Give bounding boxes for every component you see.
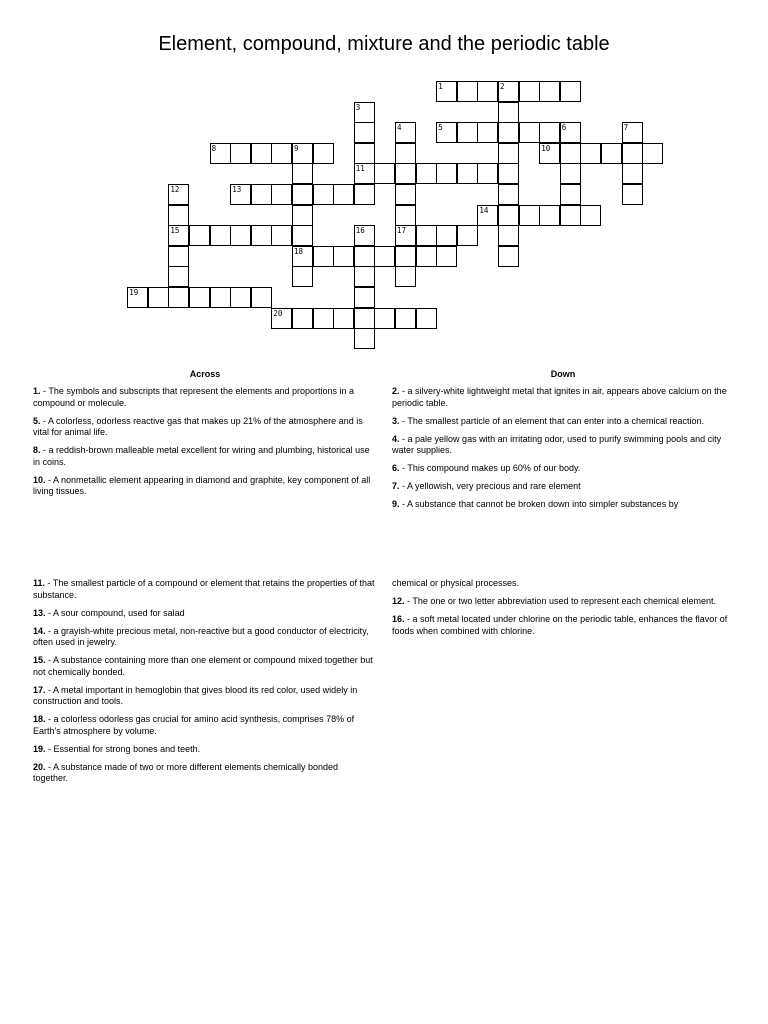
clue-across-17: 17. - A metal important in hemoglobin that gives blood its red color, used widely in construction and tools. — [33, 684, 358, 706]
clue-down-4: 4. - a pale yellow gas with an irritating odor, used to purify swimming pools and city water supplies. — [392, 433, 722, 455]
grid-cell[interactable] — [519, 81, 540, 102]
grid-cell[interactable] — [313, 143, 334, 164]
grid-cell[interactable] — [601, 143, 622, 164]
grid-cell[interactable] — [539, 143, 560, 164]
grid-cell[interactable] — [251, 287, 272, 308]
grid-cell[interactable] — [271, 308, 292, 329]
clue-number: 9 — [294, 143, 299, 153]
clue-number: 10 — [541, 143, 551, 153]
clue-across-15: 15. - A substance containing more than one element or compound mixed together but not chemically bonded. — [33, 655, 373, 677]
grid-cell[interactable] — [230, 225, 251, 246]
across-clues-top — [33, 386, 375, 504]
grid-cell[interactable] — [292, 143, 313, 164]
grid-cell[interactable] — [127, 287, 148, 308]
grid-cell[interactable] — [580, 205, 601, 226]
grid-cell[interactable] — [622, 184, 643, 205]
grid-cell[interactable] — [292, 308, 313, 329]
clue-number: 8 — [211, 143, 217, 153]
crossword-grid — [0, 0, 768, 360]
grid-cell[interactable] — [168, 184, 189, 205]
grid-cell[interactable] — [539, 81, 560, 102]
grid-cell[interactable] — [354, 266, 375, 287]
grid-cell[interactable] — [498, 81, 519, 102]
grid-cell[interactable] — [560, 81, 581, 102]
grid-cell[interactable] — [374, 163, 395, 184]
grid-cell[interactable] — [622, 163, 643, 184]
clue-down-7: 7. - A yellowish, very precious and rare element — [392, 481, 581, 491]
grid-cell[interactable] — [210, 143, 231, 164]
clue-number: 14 — [479, 205, 489, 215]
clue-across-14: 14. - a grayish-white precious metal, non-reactive but a good conductor of electricity, often used in jewelry. — [33, 625, 369, 647]
grid-cell[interactable] — [519, 122, 540, 143]
grid-cell[interactable] — [354, 246, 375, 267]
grid-cell[interactable] — [230, 143, 251, 164]
grid-cell[interactable] — [354, 122, 375, 143]
grid-cell[interactable] — [271, 143, 292, 164]
grid-cell[interactable] — [622, 122, 643, 143]
grid-cell[interactable] — [333, 184, 354, 205]
grid-cell[interactable] — [498, 102, 519, 123]
grid-cell[interactable] — [560, 143, 581, 164]
grid-cell[interactable] — [354, 225, 375, 246]
clue-down-9-continued: chemical or physical processes. — [392, 578, 520, 588]
grid-cell[interactable] — [230, 287, 251, 308]
grid-cell[interactable] — [477, 81, 498, 102]
clue-number: 13 — [232, 185, 242, 194]
grid-cell[interactable] — [416, 246, 437, 267]
clue-down-6: 6. - This compound makes up 60% of our body. — [392, 463, 581, 473]
down-clues-top — [392, 386, 734, 517]
grid-cell[interactable] — [148, 287, 169, 308]
clue-number: 15 — [170, 226, 180, 236]
grid-cell[interactable] — [395, 246, 416, 267]
clue-number: 7 — [623, 123, 629, 133]
grid-cell[interactable] — [210, 225, 231, 246]
grid-cell[interactable] — [498, 184, 519, 205]
down-clues-bottom — [392, 578, 734, 644]
grid-cell[interactable] — [168, 246, 189, 267]
grid-cell[interactable] — [498, 225, 519, 246]
grid-cell[interactable] — [374, 308, 395, 329]
grid-cell[interactable] — [354, 163, 375, 184]
grid-cell[interactable] — [395, 143, 416, 164]
grid-cell[interactable] — [395, 266, 416, 287]
grid-cell[interactable] — [292, 184, 313, 205]
grid-cell[interactable] — [395, 184, 416, 205]
grid-cell[interactable] — [292, 266, 313, 287]
grid-cell[interactable] — [313, 246, 334, 267]
clue-number: 16 — [355, 226, 365, 236]
grid-cell[interactable] — [539, 122, 560, 143]
clue-across-19: 19. - Essential for strong bones and teeth. — [33, 743, 201, 754]
clue-number: 6 — [561, 123, 567, 133]
grid-cell[interactable] — [395, 205, 416, 226]
puzzle-title: Element, compound, mixture and the periodic table — [158, 33, 610, 55]
clue-down-12: 12. - The one or two letter abbreviation used to represent each chemical element. — [392, 596, 717, 606]
grid-cell[interactable] — [168, 205, 189, 226]
grid-cell[interactable] — [477, 122, 498, 143]
grid-cell[interactable] — [354, 328, 375, 349]
grid-cell[interactable] — [210, 287, 231, 308]
grid-cell[interactable] — [498, 205, 519, 226]
clue-number: 12 — [170, 185, 180, 194]
clue-across-20: 20. - A substance made of two or more different elements chemically bonded together. — [33, 761, 339, 783]
grid-cell[interactable] — [354, 143, 375, 164]
grid-cell[interactable] — [560, 205, 581, 226]
grid-cell[interactable] — [519, 205, 540, 226]
clue-number: 1 — [438, 82, 443, 91]
grid-cell[interactable] — [354, 102, 375, 123]
grid-cell[interactable] — [395, 122, 416, 143]
grid-cell[interactable] — [313, 184, 334, 205]
grid-cell[interactable] — [292, 225, 313, 246]
clue-number: 3 — [355, 102, 361, 112]
clue-number: 19 — [129, 288, 139, 297]
clue-across-13: 13. - A sour compound, used for salad — [33, 607, 185, 618]
clue-down-16: 16. - a soft metal located under chlorine on the periodic table, enhances the flavor of foods when combined with chlorine. — [392, 614, 728, 636]
across-heading: Across — [189, 369, 221, 379]
grid-cell[interactable] — [498, 246, 519, 267]
grid-cell[interactable] — [436, 81, 457, 102]
clue-number: 11 — [355, 164, 365, 174]
grid-cell[interactable] — [580, 143, 601, 164]
grid-cell[interactable] — [436, 225, 457, 246]
clue-down-3: 3. - The smallest particle of an element that can enter into a chemical reaction. — [392, 415, 705, 426]
grid-cell[interactable] — [230, 184, 251, 205]
grid-cell[interactable] — [436, 246, 457, 267]
clue-number: 2 — [500, 82, 505, 91]
grid-cell[interactable] — [436, 163, 457, 184]
grid-cell[interactable] — [477, 205, 498, 226]
grid-cell[interactable] — [498, 143, 519, 164]
grid-cell[interactable] — [539, 205, 560, 226]
grid-cell[interactable] — [416, 225, 437, 246]
grid-cell[interactable] — [292, 205, 313, 226]
grid-cell[interactable] — [251, 184, 272, 205]
grid-cell[interactable] — [395, 163, 416, 184]
grid-cell[interactable] — [313, 308, 334, 329]
clue-across-5: 5. - A colorless, odorless reactive gas that makes up 21% of the atmosphere and is vital for animal life. — [33, 415, 363, 437]
grid-cell[interactable] — [498, 122, 519, 143]
clue-across-10: 10. - A nonmetallic element appearing in diamond and graphite, key component of all living tissues. — [33, 474, 371, 496]
grid-cell[interactable] — [354, 184, 375, 205]
clue-across-11: 11. - The smallest particle of a compound or element that retains the properties of that substance. — [33, 578, 375, 600]
clue-down-2: 2. - a silvery-white lightweight metal that ignites in air, appears above calcium on the periodic table. — [392, 386, 727, 408]
clue-number: 18 — [294, 246, 304, 256]
grid-cell[interactable] — [374, 246, 395, 267]
grid-cell[interactable] — [395, 225, 416, 246]
grid-cell[interactable] — [477, 163, 498, 184]
grid-cell[interactable] — [416, 163, 437, 184]
grid-cell[interactable] — [457, 81, 478, 102]
grid-cell[interactable] — [457, 163, 478, 184]
grid-cell[interactable] — [271, 184, 292, 205]
grid-cell[interactable] — [354, 308, 375, 329]
grid-cell[interactable] — [168, 287, 189, 308]
clue-across-8: 8. - a reddish-brown malleable metal excellent for wiring and plumbing, historical use in coins. — [33, 445, 370, 467]
grid-cell[interactable] — [457, 122, 478, 143]
clue-across-18: 18. - a colorless odorless gas crucial for amino acid synthesis, comprises 78% of Earth's atmosphere by volume. — [33, 714, 355, 736]
clue-number: 5 — [438, 123, 443, 133]
grid-cell[interactable] — [354, 287, 375, 308]
clue-number: 20 — [273, 308, 283, 318]
grid-cell[interactable] — [642, 143, 663, 164]
grid-cell[interactable] — [292, 163, 313, 184]
grid-cell[interactable] — [395, 308, 416, 329]
grid-cell[interactable] — [292, 246, 313, 267]
grid-cell[interactable] — [168, 266, 189, 287]
grid-cell[interactable] — [251, 225, 272, 246]
grid-cell[interactable] — [498, 163, 519, 184]
clue-number: 4 — [397, 123, 402, 133]
grid-cell[interactable] — [251, 143, 272, 164]
grid-cell[interactable] — [560, 163, 581, 184]
clue-down-9: 9. - A substance that cannot be broken down into simpler substances by — [392, 499, 679, 509]
grid-cell[interactable] — [333, 308, 354, 329]
grid-cell[interactable] — [333, 246, 354, 267]
grid-cell[interactable] — [189, 225, 210, 246]
grid-cell[interactable] — [560, 184, 581, 205]
clue-number: 17 — [397, 226, 407, 236]
across-clues-bottom — [33, 578, 375, 791]
grid-cell[interactable] — [560, 122, 581, 143]
grid-cell[interactable] — [189, 287, 210, 308]
grid-cell[interactable] — [168, 225, 189, 246]
clue-across-1: 1. - The symbols and subscripts that represent the elements and proportions in a compound or molecule. — [33, 386, 355, 408]
grid-cell[interactable] — [271, 225, 292, 246]
grid-cell[interactable] — [457, 225, 478, 246]
down-heading: Down — [550, 369, 576, 379]
grid-cell[interactable] — [416, 308, 437, 329]
grid-cell[interactable] — [622, 143, 643, 164]
grid-cell[interactable] — [436, 122, 457, 143]
